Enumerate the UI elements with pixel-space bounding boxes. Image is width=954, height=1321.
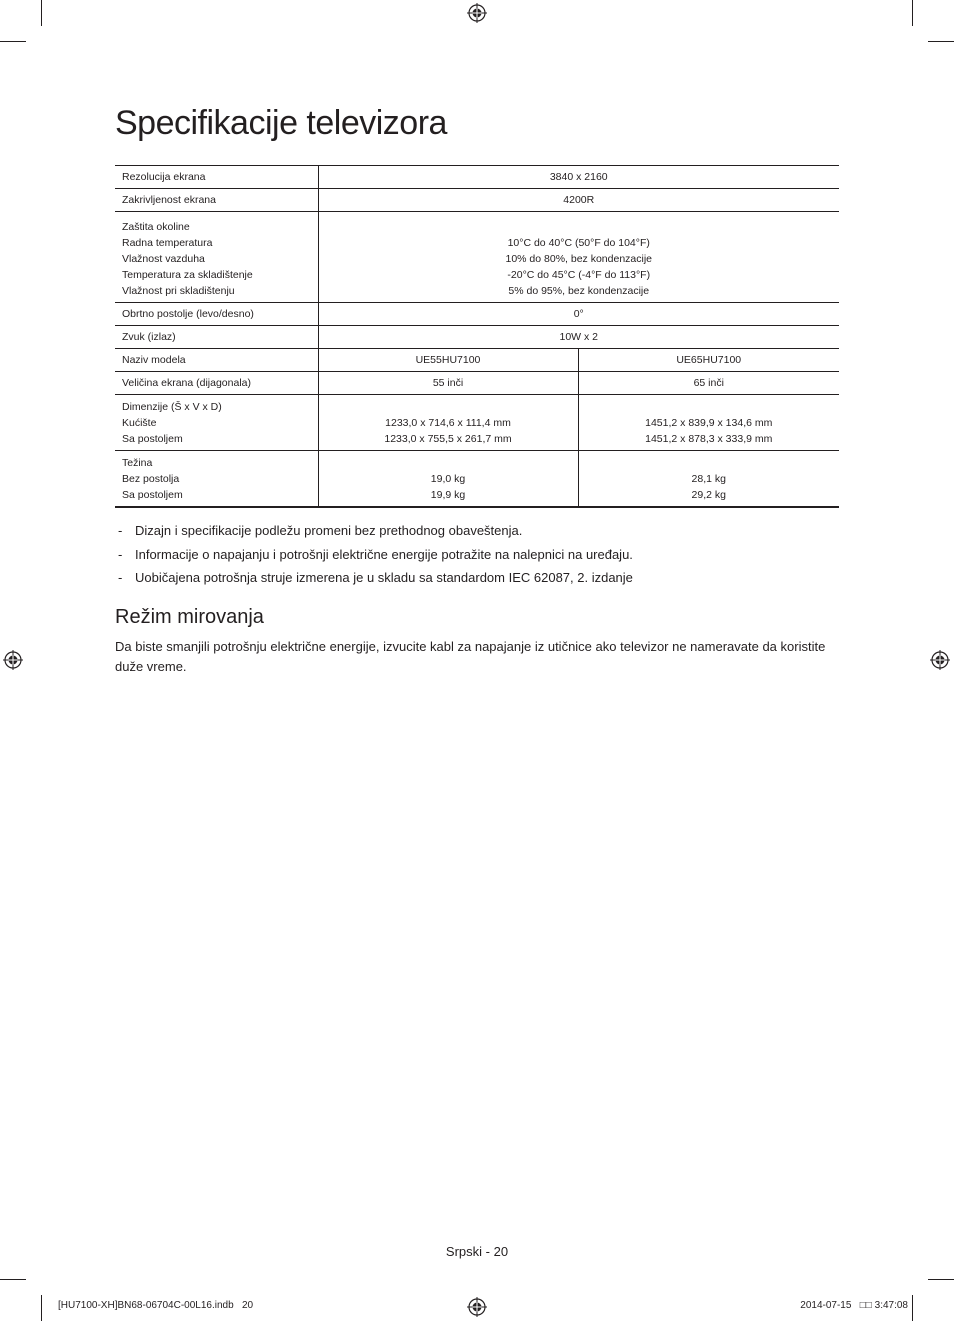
row-value: 3840 x 2160 bbox=[318, 166, 839, 189]
page-number: Srpski - 20 bbox=[445, 1244, 509, 1259]
row-label: Veličina ekrana (dijagonala) bbox=[115, 372, 318, 395]
registration-mark-icon bbox=[930, 650, 950, 670]
row-value-model-a: 55 inči bbox=[318, 372, 578, 395]
table-row bbox=[115, 395, 839, 451]
notes-list bbox=[115, 522, 839, 593]
slug-date: 2014-07-15 □□ 3:47:08 bbox=[800, 1300, 908, 1311]
registration-mark-icon bbox=[3, 650, 23, 670]
list-marker: - bbox=[118, 546, 123, 562]
crop-mark bbox=[928, 41, 954, 42]
row-value: 10°C do 40°C (50°F do 104°F) 10% do 80%, bez kondenzacije -20°C do 45°C (-4°F do 113°F) 5% do 95%, bez kondenzacije bbox=[318, 212, 839, 303]
table-row bbox=[115, 212, 839, 303]
table-row bbox=[115, 189, 839, 212]
row-label: Dimenzije (Š x V x D) Kućište Sa postoljem bbox=[115, 395, 318, 451]
row-value-model-b: 65 inči bbox=[578, 372, 839, 395]
row-label: Naziv modela bbox=[115, 349, 318, 372]
list-item: - Uobičajena potrošnja struje izmerena je u skladu sa standardom IEC 62087, 2. izdanje bbox=[118, 570, 633, 585]
section-body: Da biste smanjili potrošnju električne energije, izvucite kabl za napajanje iz utičnice ako televizor ne nameravate da koristite duže vreme. bbox=[115, 639, 826, 674]
list-item: - Dizajn i specifikacije podležu promeni bez prethodnog obaveštenja. bbox=[118, 523, 523, 538]
row-value-model-b: UE65HU7100 bbox=[578, 349, 839, 372]
list-item: - Informacije o napajanju i potrošnji električne energije potražite na nalepnici na uređaju. bbox=[118, 546, 633, 562]
row-label: Rezolucija ekrana bbox=[115, 166, 318, 189]
list-marker: - bbox=[118, 570, 123, 585]
registration-mark-icon bbox=[467, 3, 487, 23]
crop-mark bbox=[928, 1279, 954, 1280]
row-value-model-a: 1233,0 x 714,6 x 111,4 mm 1233,0 x 755,5 x 261,7 mm bbox=[318, 395, 578, 451]
row-value-model-a: UE55HU7100 bbox=[318, 349, 578, 372]
crop-mark bbox=[912, 1295, 913, 1321]
row-label: Težina Bez postolja Sa postoljem bbox=[115, 451, 318, 508]
table-row bbox=[115, 349, 839, 372]
crop-mark bbox=[0, 1279, 26, 1280]
crop-mark bbox=[912, 0, 913, 26]
row-label: Zaštita okoline Radna temperatura Vlažnost vazduha Temperatura za skladištenje Vlažnost pri skladištenju bbox=[115, 212, 318, 303]
table-row bbox=[115, 326, 839, 349]
crop-mark bbox=[41, 0, 42, 26]
crop-mark bbox=[41, 1295, 42, 1321]
registration-mark-icon bbox=[467, 1297, 487, 1317]
table-row bbox=[115, 303, 839, 326]
list-marker: - bbox=[118, 523, 123, 538]
row-value-model-b: 28,1 kg 29,2 kg bbox=[578, 451, 839, 508]
row-value-model-a: 19,0 kg 19,9 kg bbox=[318, 451, 578, 508]
row-label: Zvuk (izlaz) bbox=[115, 326, 318, 349]
row-label: Zakrivljenost ekrana bbox=[115, 189, 318, 212]
table-row bbox=[115, 372, 839, 395]
slug-file: [HU7100-XH]BN68-06704C-00L16.indb 20 bbox=[58, 1300, 254, 1311]
table-row bbox=[115, 166, 839, 189]
row-value: 4200R bbox=[318, 189, 839, 212]
row-label: Obrtno postolje (levo/desno) bbox=[115, 303, 318, 326]
crop-mark bbox=[0, 41, 26, 42]
row-value-model-b: 1451,2 x 839,9 x 134,6 mm 1451,2 x 878,3 x 333,9 mm bbox=[578, 395, 839, 451]
spec-table bbox=[115, 165, 839, 508]
section-title: Režim mirovanja bbox=[115, 606, 264, 628]
row-value: 0° bbox=[318, 303, 839, 326]
table-row bbox=[115, 451, 839, 508]
row-value: 10W x 2 bbox=[318, 326, 839, 349]
page-title: Specifikacije televizora bbox=[115, 104, 447, 142]
